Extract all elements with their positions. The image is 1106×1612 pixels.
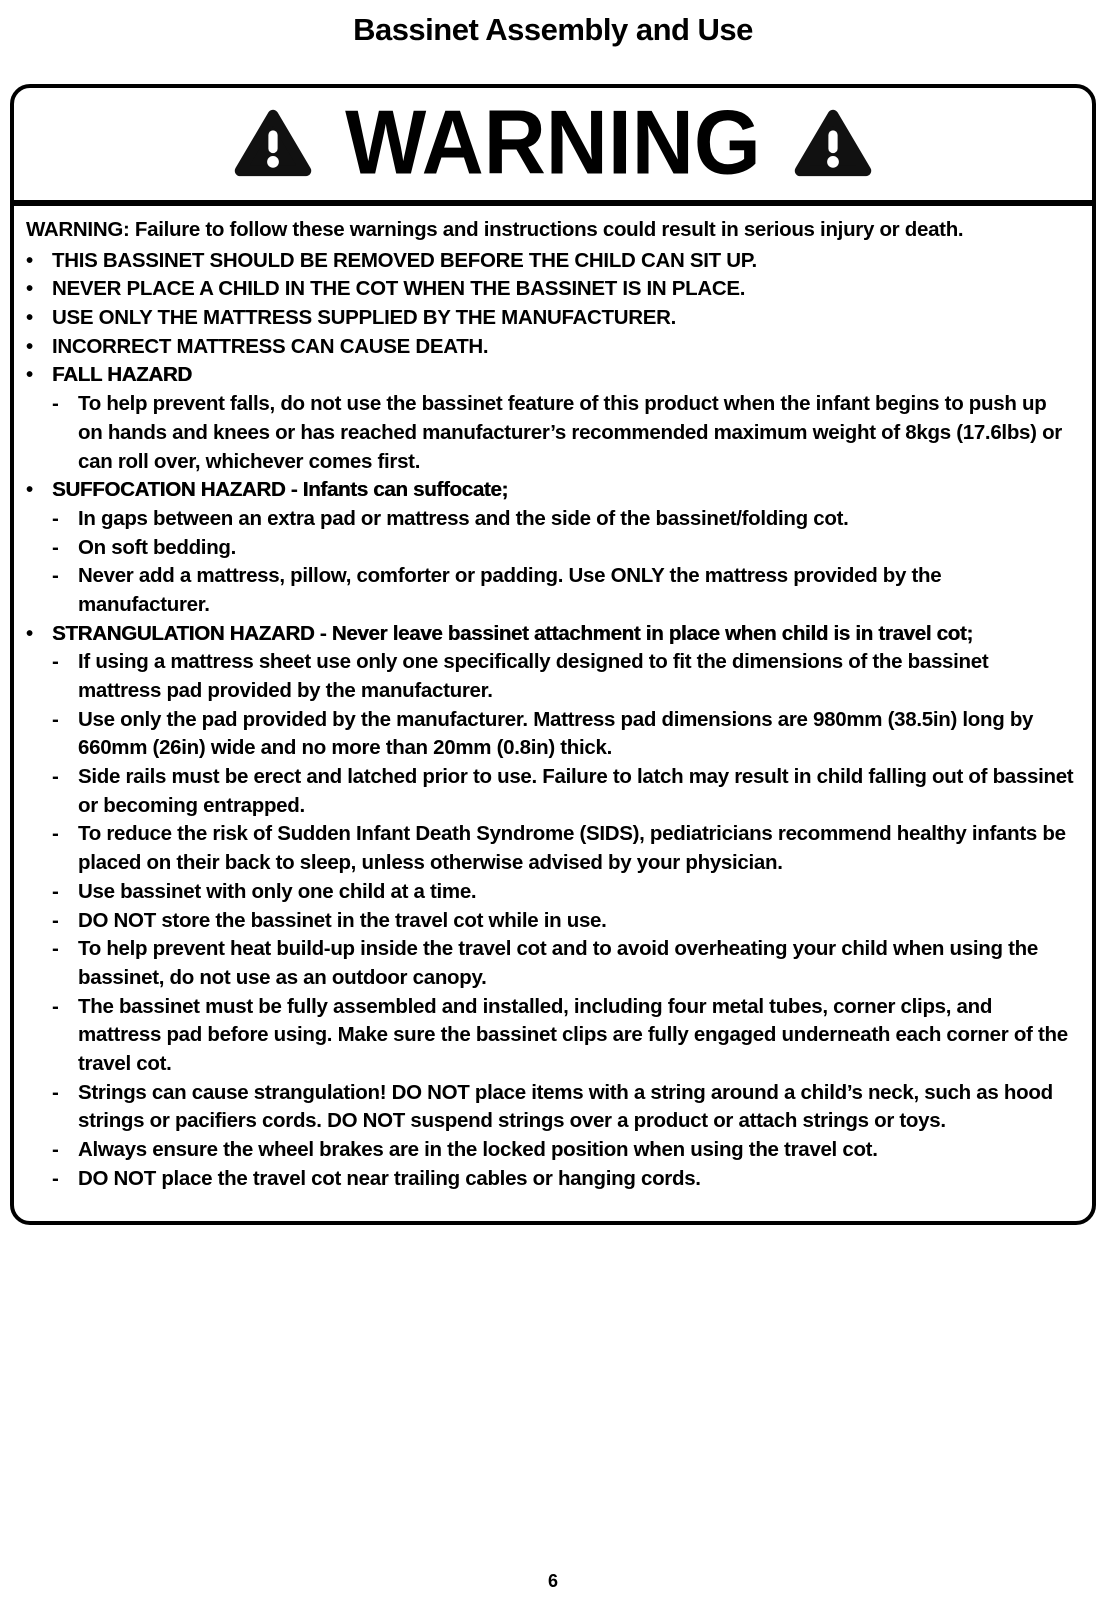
- subitem-text: On soft bedding.: [78, 535, 237, 559]
- subitem-text: If using a mattress sheet use only one specifically designed to fit the dimensions of the bassinet mattress pad provided by the manufacturer.: [78, 650, 989, 702]
- subitem-text: Use bassinet with only one child at a time.: [78, 879, 477, 903]
- subitem-text: Never add a mattress, pillow, comforter or padding. Use ONLY the mattress provided by the manufacturer.: [78, 564, 942, 616]
- warning-subitem: [26, 706, 1076, 763]
- bullet-marker: •: [26, 334, 33, 358]
- subitem-text: To help prevent heat build-up inside the travel cot and to avoid overheating your child when using the bassinet, do not use as an outdoor canopy.: [78, 937, 1038, 989]
- warning-bullet: [26, 247, 1076, 276]
- subitem-text: Use only the pad provided by the manufacturer. Mattress pad dimensions are 980mm (38.5in) long by 660mm (26in) wide and no more than 20mm (0.8in) thick.: [78, 707, 1034, 760]
- bullet-marker: •: [26, 621, 33, 645]
- warning-box: [10, 84, 1096, 1225]
- subitem-text: The bassinet must be fully assembled and installed, including four metal tubes, corner clips, and mattress pad before using. Make sure the bassinet clips are fully engaged underneath each corner of the travel cot.: [78, 994, 1068, 1075]
- subitem-text: Strings can cause strangulation! DO NOT place items with a string around a child’s neck, such as hood strings or pacifiers cords. DO NOT suspend strings over a product or attach strings or toys.: [78, 1080, 1053, 1133]
- warning-subitem: [26, 562, 1076, 619]
- warning-bullet-suffocation-hazard: [26, 476, 1076, 505]
- bullet-text: INCORRECT MATTRESS CAN CAUSE DEATH.: [52, 334, 489, 358]
- page-number: 6: [547, 1571, 558, 1591]
- warning-triangle-left-icon: [231, 104, 315, 182]
- subitem-text: To help prevent falls, do not use the bassinet feature of this product when the infant begins to push up on hands and knees or has reached manufacturer’s recommended maximum weight of 8kgs (17.6lbs) or can roll over, whichever comes first.: [78, 392, 1062, 473]
- dash-marker: -: [52, 564, 59, 588]
- warning-subitem: [26, 1165, 1076, 1194]
- dash-marker: -: [52, 908, 59, 932]
- warning-triangle-right-icon: [791, 104, 875, 182]
- hazard-heading: SUFFOCATION HAZARD - Infants can suffocate;: [52, 478, 508, 502]
- warning-bullet-fall-hazard: [26, 361, 1076, 390]
- warning-bullet-strangulation-hazard: [26, 620, 1076, 649]
- warning-subitem: [26, 907, 1076, 936]
- subitem-text: To reduce the risk of Sudden Infant Death Syndrome (SIDS), pediatricians recommend healthy infants be placed on their back to sleep, unless otherwise advised by your physician.: [78, 822, 1066, 875]
- warning-subitem: [26, 763, 1076, 820]
- dash-marker: -: [52, 506, 59, 530]
- dash-marker: -: [52, 937, 59, 961]
- dash-marker: -: [52, 994, 59, 1018]
- warning-subitem: [26, 505, 1076, 534]
- warning-subitem: [26, 935, 1076, 992]
- bullet-text: NEVER PLACE A CHILD IN THE COT WHEN THE BASSINET IS IN PLACE.: [52, 277, 746, 301]
- dash-marker: -: [52, 822, 59, 846]
- dash-marker: -: [52, 535, 59, 559]
- warning-subitem: [26, 648, 1076, 705]
- bullet-marker: •: [26, 478, 33, 502]
- bullet-text: USE ONLY THE MATTRESS SUPPLIED BY THE MANUFACTURER.: [52, 306, 677, 330]
- warning-subitem: [26, 534, 1076, 563]
- subitem-text: DO NOT place the travel cot near trailing cables or hanging cords.: [78, 1166, 701, 1190]
- bullet-marker: •: [26, 363, 33, 387]
- hazard-heading: STRANGULATION HAZARD - Never leave bassinet attachment in place when child is in travel cot;: [52, 621, 973, 645]
- dash-marker: -: [52, 1080, 59, 1104]
- warning-bullet: [26, 275, 1076, 304]
- subitem-text: Side rails must be erect and latched prior to use. Failure to latch may result in child falling out of bassinet or becoming entrapped.: [78, 765, 1074, 817]
- warning-subitem: [26, 390, 1076, 476]
- warning-intro: WARNING: Failure to follow these warnings and instructions could result in serious injury or death.: [26, 218, 964, 241]
- dash-marker: -: [52, 707, 59, 731]
- warning-subitem: [26, 820, 1076, 877]
- warning-bullet: [26, 304, 1076, 333]
- hazard-heading: FALL HAZARD: [52, 363, 192, 387]
- warning-subitem: [26, 878, 1076, 907]
- warning-subitem: [26, 993, 1076, 1079]
- bullet-marker: •: [26, 306, 33, 330]
- dash-marker: -: [52, 765, 59, 789]
- warning-bullet: [26, 333, 1076, 362]
- dash-marker: -: [52, 392, 59, 416]
- dash-marker: -: [52, 1138, 59, 1161]
- bullet-marker: •: [26, 277, 33, 301]
- subitem-text: DO NOT store the bassinet in the travel cot while in use.: [78, 908, 607, 932]
- page-title: Bassinet Assembly and Use: [353, 12, 753, 47]
- dash-marker: -: [52, 1166, 59, 1190]
- dash-marker: -: [52, 650, 59, 674]
- subitem-text: In gaps between an extra pad or mattress and the side of the bassinet/folding cot.: [78, 506, 849, 530]
- warning-subitem: [26, 1136, 1076, 1165]
- warning-banner: [14, 88, 1092, 206]
- bullet-marker: •: [26, 248, 33, 272]
- bullet-text: THIS BASSINET SHOULD BE REMOVED BEFORE THE CHILD CAN SIT UP.: [52, 248, 757, 272]
- dash-marker: -: [52, 879, 59, 903]
- warning-body: [14, 206, 1092, 1221]
- warning-subitem: [26, 1079, 1076, 1136]
- subitem-text: Always ensure the wheel brakes are in the locked position when using the travel cot.: [78, 1138, 878, 1161]
- warning-banner-label: WARNING: [345, 92, 761, 194]
